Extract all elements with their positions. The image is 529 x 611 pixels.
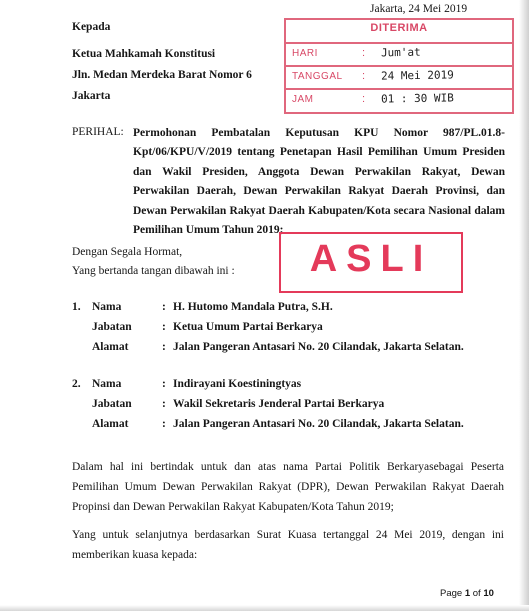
person-2-position-label: Jabatan: [92, 398, 132, 410]
person-2-position-colon: :: [162, 398, 166, 410]
stamp-row-date: [286, 65, 512, 88]
person-1-address-colon: :: [162, 341, 166, 353]
recipient-line-3: Jakarta: [72, 90, 111, 102]
person-2-name: Indirayani Koestiningtyas: [173, 378, 302, 390]
person-2-address-colon: :: [162, 418, 166, 430]
stamp-value-date: 24 Mei 2019: [380, 68, 454, 83]
person-1-name: H. Hutomo Mandala Putra, S.H.: [173, 301, 333, 313]
recipient-heading: Kepada: [72, 21, 111, 33]
person-1-position: Ketua Umum Partai Berkarya: [173, 321, 323, 333]
greeting-line: Dengan Segala Hormat,: [72, 246, 183, 258]
stamp-label-date: TANGGAL: [292, 71, 343, 82]
stamp-row-day: [286, 42, 512, 65]
page-edge-shadow-bottom: [0, 605, 529, 611]
stamp-colon: :: [362, 70, 366, 82]
page-number: [440, 588, 494, 599]
person-2-name-label: Nama: [92, 378, 122, 390]
subject-label: PERIHAL:: [72, 126, 124, 138]
page-prefix: Page: [440, 588, 463, 599]
person-1-name-label: Nama: [92, 301, 122, 313]
stamp-label-day: HARI: [292, 48, 318, 59]
person-2-address: Jalan Pangeran Antasari No. 20 Cilandak, Jakarta Selatan.: [173, 418, 464, 430]
original-stamp-text: ASLI: [309, 238, 433, 280]
paragraph-power-of-attorney: Yang untuk selanjutnya berdasarkan Surat Kuasa tertanggal 24 Mei 2019, dengan ini memberikan kuasa kepada:: [72, 529, 504, 561]
person-1-number: 1.: [72, 301, 81, 313]
stamp-label-time: JAM: [292, 94, 314, 105]
person-1-address: Jalan Pangeran Antasari No. 20 Cilandak, Jakarta Selatan.: [173, 341, 464, 353]
subject-text: Permohonan Pembatalan Keputusan KPU Nomor 987/PL.01.8-Kpt/06/KPU/V/2019 tentang Penetapan Hasil Pemilihan Umum Presiden dan Wakil Presiden, Anggota Dewan Perwakilan Rakyat, Dewan Perwakilan Daerah, Dewan Perwakilan Rakyat Daerah Provinsi, dan Dewan Perwakilan Rakyat Daerah Kabupaten/Kota secara Nasional dalam Pemilihan Umum Tahun 2019;: [133, 127, 505, 237]
received-stamp: [284, 18, 514, 114]
paragraph-acting-on-behalf: Dalam hal ini bertindak untuk dan atas nama Partai Politik Berkaryasebagai Peserta Pemilihan Umum Dewan Perwakilan Rakyat (DPR), Dewan Perwakilan Rakyat Daerah Propinsi dan Dewan Perwakilan Rakyat Kabupaten/Kota Tahun 2019;: [72, 461, 504, 513]
letter-date: Jakarta, 24 Mei 2019: [370, 3, 468, 15]
person-2-position: Wakil Sekretaris Jenderal Partai Berkarya: [173, 398, 385, 410]
received-stamp-title: DITERIMA: [370, 22, 428, 34]
person-1-address-label: Alamat: [92, 341, 129, 353]
person-1-position-colon: :: [162, 321, 166, 333]
person-2-name-colon: :: [162, 378, 166, 390]
person-1-position-label: Jabatan: [92, 321, 132, 333]
signatory-intro: Yang bertanda tangan dibawah ini :: [72, 265, 235, 277]
person-2-number: 2.: [72, 378, 81, 390]
page-current: 1: [464, 588, 471, 599]
person-2-address-label: Alamat: [92, 418, 129, 430]
stamp-value-time: 01 : 30 WIB: [380, 91, 454, 106]
person-1-name-colon: :: [162, 301, 166, 313]
stamp-value-day: Jum'at: [380, 45, 421, 60]
recipient-line-1: Ketua Mahkamah Konstitusi: [72, 48, 216, 60]
stamp-row-time: [286, 88, 512, 111]
page-edge-shadow-right: [519, 0, 529, 611]
stamp-colon: :: [362, 93, 366, 105]
page-of: of: [472, 588, 481, 599]
original-stamp: [279, 232, 463, 293]
recipient-line-2: Jln. Medan Merdeka Barat Nomor 6: [72, 69, 252, 81]
stamp-colon: :: [362, 47, 366, 59]
page-total: 10: [483, 588, 494, 599]
